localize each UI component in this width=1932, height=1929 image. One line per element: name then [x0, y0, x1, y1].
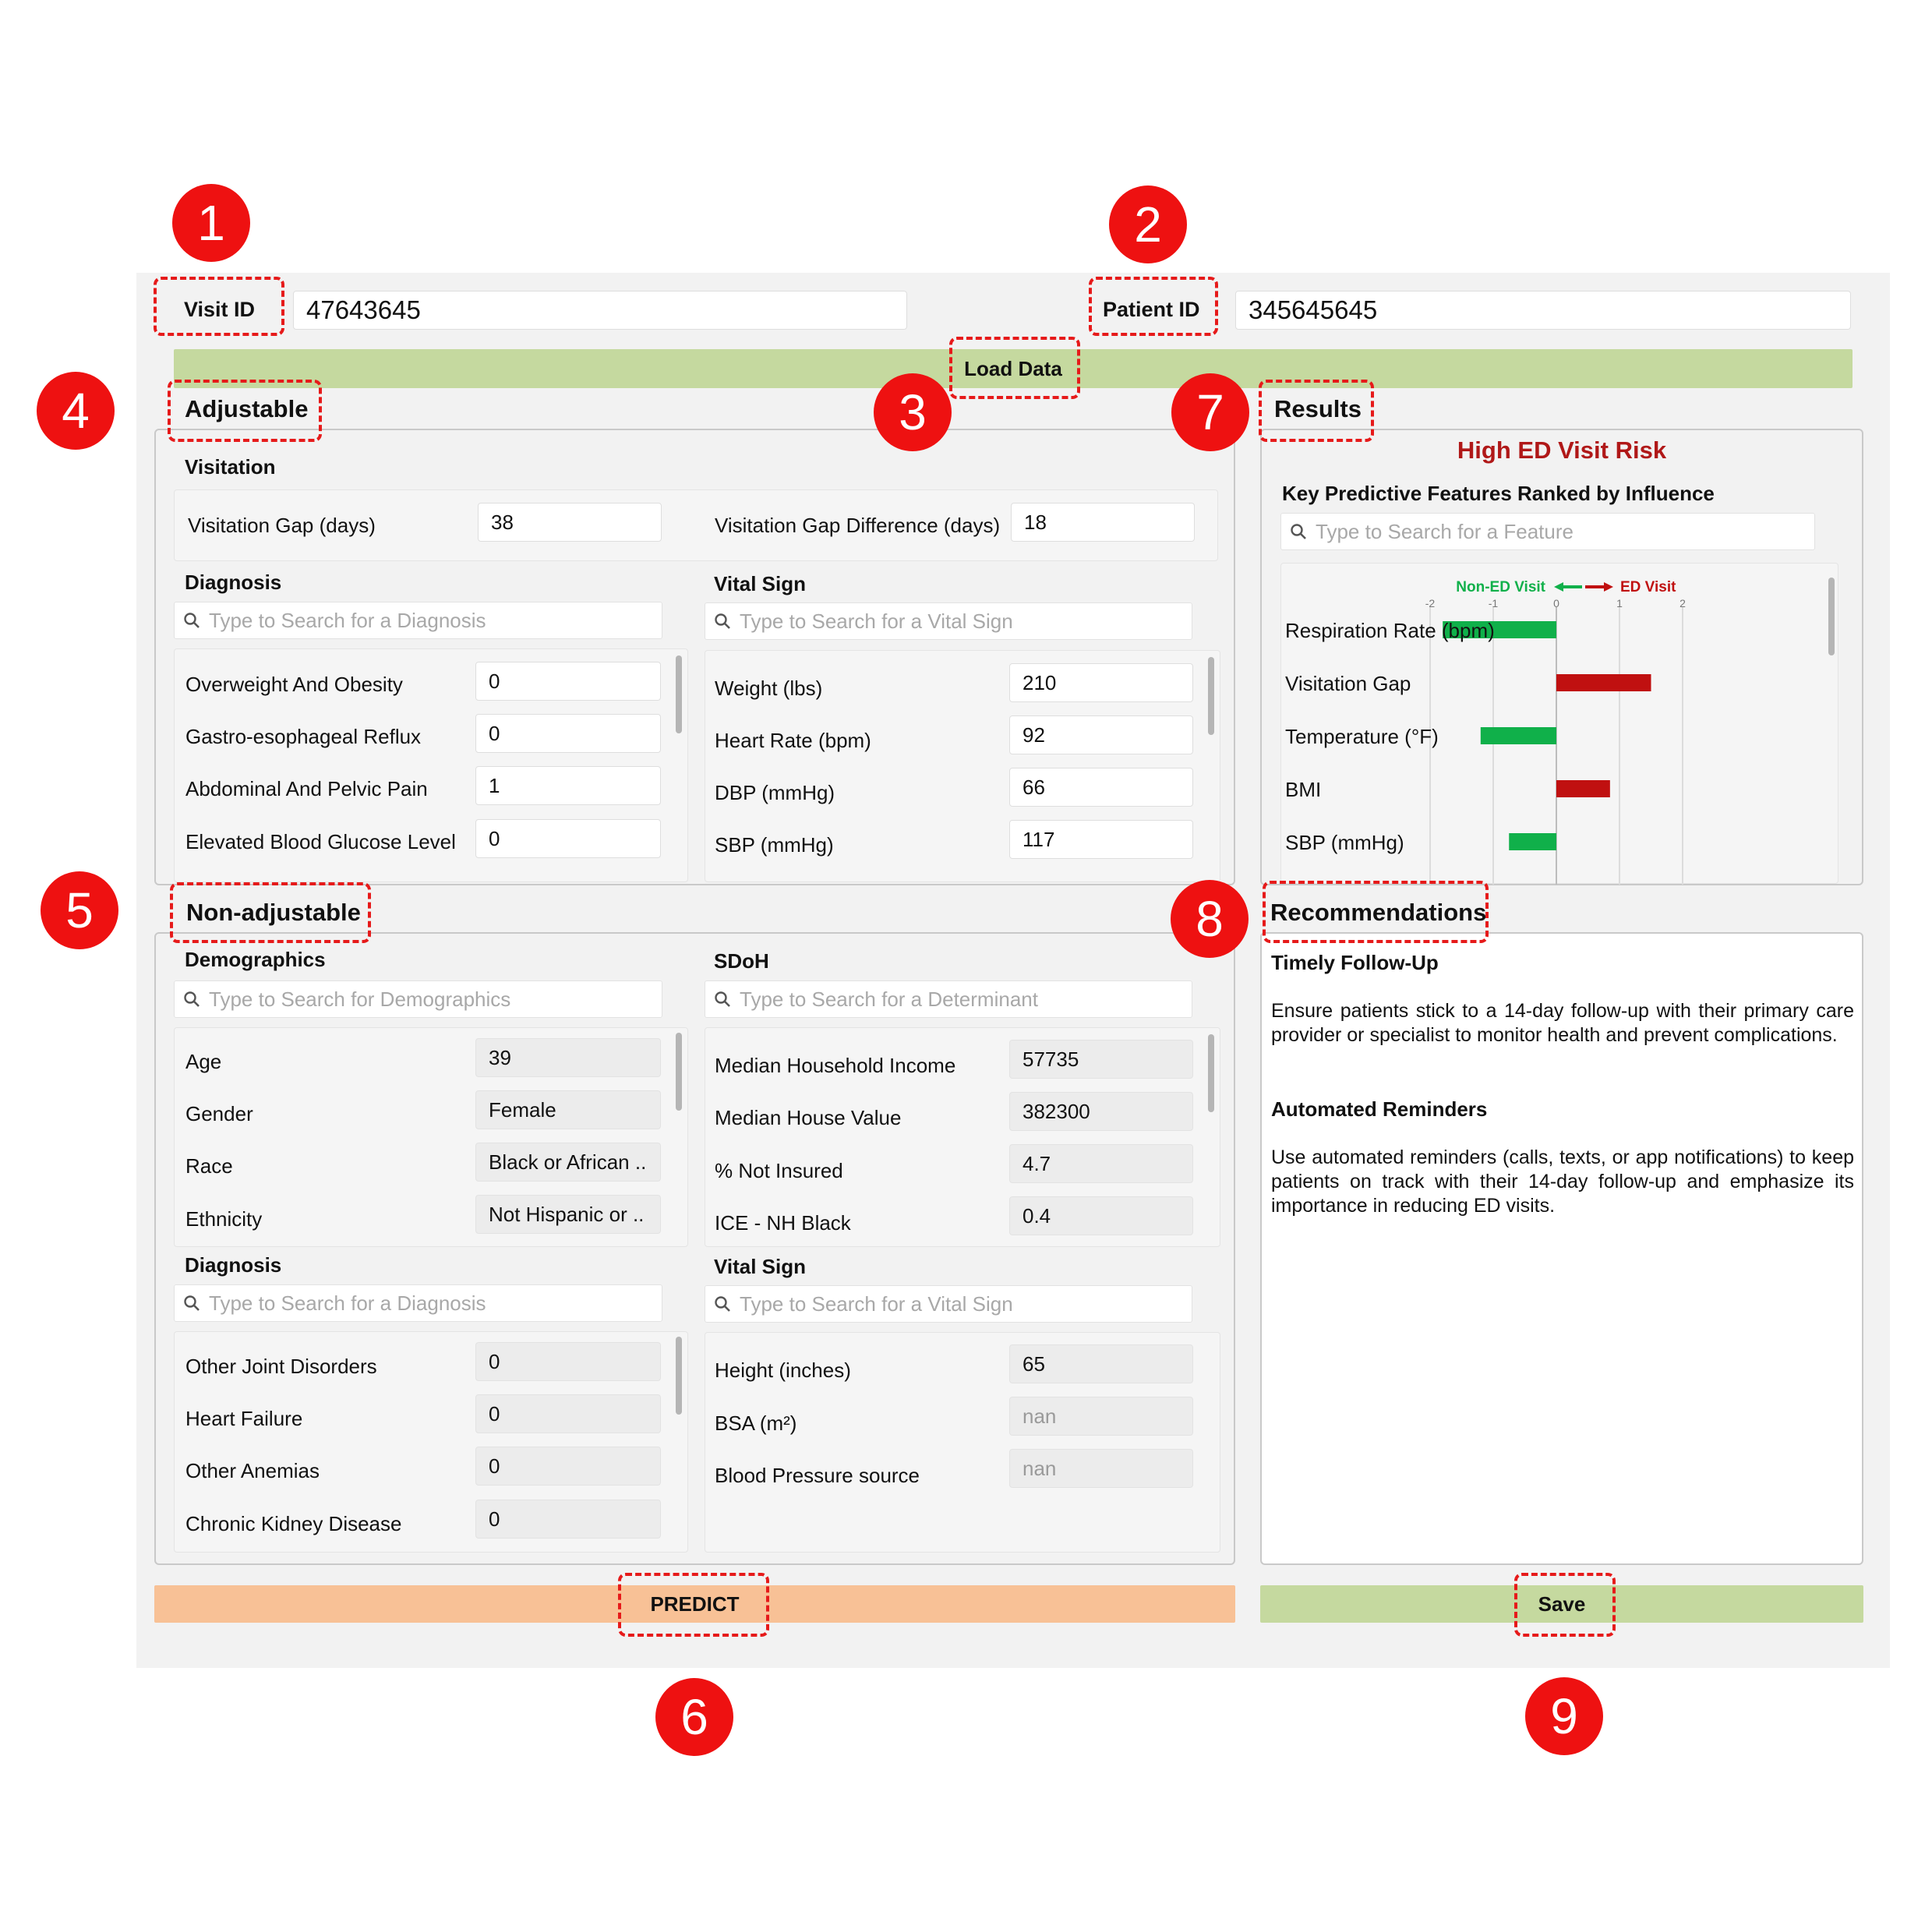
feature-search-input[interactable]	[1316, 520, 1814, 544]
list-item-label: BSA (m²)	[715, 1411, 797, 1435]
features-heading: Key Predictive Features Ranked by Influence	[1282, 482, 1715, 505]
recommendation-title: Timely Follow-Up	[1271, 951, 1439, 974]
list-item-input[interactable]: 92	[1009, 715, 1193, 754]
list-item-value: Black or African ..	[475, 1143, 661, 1182]
list-item-value: 0.4	[1009, 1196, 1193, 1235]
adj-vital-search[interactable]	[705, 602, 1192, 640]
list-item-label: Elevated Blood Glucose Level	[185, 830, 456, 853]
visitation-box	[174, 489, 1218, 561]
demographics-search[interactable]	[174, 980, 662, 1018]
recommendation-title: Automated Reminders	[1271, 1097, 1488, 1121]
results-heading: Results	[1274, 395, 1362, 422]
list-item-label: Height (inches)	[715, 1358, 851, 1382]
search-icon	[705, 1285, 740, 1323]
save-button[interactable]: Save	[1260, 1585, 1863, 1623]
chart-category-label: Visitation Gap	[1285, 672, 1411, 695]
sdoh-list	[705, 1027, 1220, 1247]
list-item-label: Abdominal And Pelvic Pain	[185, 777, 428, 800]
list-item-label: Race	[185, 1154, 233, 1178]
visit-id-label: Visit ID	[184, 298, 256, 321]
x-tick-label: -2	[1425, 597, 1436, 609]
legend-arrow-left-icon	[1554, 582, 1582, 592]
list-item-value: 57735	[1009, 1040, 1193, 1079]
adj-diagnosis-search[interactable]	[174, 602, 662, 639]
list-item-input[interactable]: 66	[1009, 768, 1193, 807]
recommendations-heading: Recommendations	[1270, 899, 1487, 926]
list-item-input[interactable]: 210	[1009, 663, 1193, 702]
chart-bar	[1556, 780, 1610, 797]
visit-id-input[interactable]: 47643645	[293, 291, 907, 330]
nonadj-diagnosis-search-input[interactable]	[209, 1291, 662, 1316]
list-item-value: 0	[475, 1394, 661, 1433]
list-item-value: 382300	[1009, 1092, 1193, 1131]
list-item-label: % Not Insured	[715, 1159, 843, 1182]
list-item-label: Age	[185, 1050, 222, 1073]
sdoh-search-input[interactable]	[740, 987, 1192, 1012]
list-item-label: DBP (mmHg)	[715, 781, 835, 804]
adj-diagnosis-search-input[interactable]	[209, 609, 662, 633]
load-data-button[interactable]: Load Data	[174, 349, 1853, 388]
chart-category-label: SBP (mmHg)	[1285, 831, 1404, 854]
adjustable-heading: Adjustable	[185, 395, 309, 422]
visitation-gap-diff-label: Visitation Gap Difference (days)	[715, 514, 1001, 537]
marker-8: 8	[1171, 880, 1249, 958]
feature-chart-box	[1280, 563, 1838, 884]
list-item-value: 65	[1009, 1344, 1193, 1383]
app-window	[136, 273, 1890, 1668]
nonadj-diagnosis-heading: Diagnosis	[185, 1253, 282, 1277]
scrollbar[interactable]	[1208, 657, 1214, 735]
adj-vital-list	[705, 650, 1220, 882]
list-item-label: Chronic Kidney Disease	[185, 1512, 402, 1535]
list-item-value: 0	[475, 1500, 661, 1539]
scrollbar[interactable]	[1208, 1034, 1214, 1112]
list-item-input[interactable]: 0	[475, 714, 661, 753]
non-adjustable-panel	[154, 932, 1235, 1565]
predict-button[interactable]: PREDICT	[154, 1585, 1235, 1623]
list-item-input[interactable]: 0	[475, 662, 661, 701]
x-tick-label: 0	[1553, 597, 1559, 609]
list-item-label: Overweight And Obesity	[185, 673, 403, 696]
demographics-search-input[interactable]	[209, 987, 662, 1012]
list-item-label: Other Joint Disorders	[185, 1355, 377, 1378]
search-icon	[1281, 513, 1316, 550]
marker-3: 3	[874, 373, 952, 451]
marker-7: 7	[1171, 373, 1249, 451]
marker-9: 9	[1525, 1677, 1603, 1755]
list-item-label: SBP (mmHg)	[715, 833, 834, 857]
sdoh-heading: SDoH	[714, 949, 769, 973]
legend-ed-label: ED Visit	[1620, 579, 1676, 595]
adj-diagnosis-heading: Diagnosis	[185, 571, 282, 594]
search-icon	[175, 980, 209, 1018]
visitation-gap-diff-input[interactable]: 18	[1011, 503, 1195, 542]
scrollbar[interactable]	[676, 1337, 682, 1415]
marker-6: 6	[655, 1678, 733, 1756]
sdoh-search[interactable]	[705, 980, 1192, 1018]
demographics-heading: Demographics	[185, 948, 326, 971]
search-icon	[175, 1284, 209, 1322]
adj-diagnosis-list	[174, 648, 688, 882]
list-item-value: nan	[1009, 1449, 1193, 1488]
list-item-label: ICE - NH Black	[715, 1211, 851, 1235]
recommendation-text: Ensure patients stick to a 14-day follow-up with their primary care provider or specialist to monitor health and prevent complications.	[1271, 1000, 1854, 1046]
adj-vital-search-input[interactable]	[740, 609, 1192, 634]
visitation-gap-input[interactable]: 38	[478, 503, 662, 542]
nonadj-vital-heading: Vital Sign	[714, 1255, 806, 1278]
chart-category-label: Temperature (°F)	[1285, 725, 1439, 748]
non-adjustable-heading: Non-adjustable	[186, 899, 361, 926]
list-item-label: Ethnicity	[185, 1207, 263, 1231]
list-item-label: Heart Failure	[185, 1407, 303, 1430]
list-item-value: 0	[475, 1342, 661, 1381]
list-item-label: Heart Rate (bpm)	[715, 729, 871, 752]
visitation-gap-label: Visitation Gap (days)	[188, 514, 376, 537]
nonadj-diagnosis-search[interactable]	[174, 1284, 662, 1322]
demographics-list	[174, 1027, 688, 1247]
marker-4: 4	[37, 372, 115, 450]
recommendation-text: Use automated reminders (calls, texts, or app notifications) to keep patients on track with their 14-day follow-up and emphasize its importance in reducing ED visits.	[1271, 1146, 1854, 1217]
scrollbar[interactable]	[1828, 578, 1835, 655]
chart-category-label: Respiration Rate (bpm)	[1285, 619, 1495, 642]
adj-vital-heading: Vital Sign	[714, 572, 806, 595]
list-item-value: 4.7	[1009, 1144, 1193, 1183]
x-tick-label: 1	[1616, 597, 1623, 609]
list-item-value: 0	[475, 1447, 661, 1486]
marker-2: 2	[1109, 185, 1187, 263]
list-item-value: Female	[475, 1090, 661, 1129]
nonadj-vital-search[interactable]	[705, 1285, 1192, 1323]
search-icon	[175, 602, 209, 639]
search-icon	[705, 980, 740, 1018]
chart-bar	[1556, 674, 1651, 691]
marker-1: 1	[172, 184, 250, 262]
list-item-value: nan	[1009, 1397, 1193, 1436]
adjustable-panel	[154, 429, 1235, 885]
list-item-label: Median Household Income	[715, 1054, 956, 1077]
list-item-label: Weight (lbs)	[715, 677, 823, 700]
scrollbar[interactable]	[676, 655, 682, 733]
list-item-input[interactable]: 117	[1009, 820, 1193, 859]
chart-bar	[1481, 727, 1556, 744]
list-item-label: Blood Pressure source	[715, 1464, 920, 1487]
list-item-input[interactable]: 1	[475, 766, 661, 805]
list-item-label: Other Anemias	[185, 1459, 320, 1482]
legend-non-ed-label: Non-ED Visit	[1456, 579, 1545, 595]
nonadj-vital-list	[705, 1332, 1220, 1553]
list-item-label: Median House Value	[715, 1106, 902, 1129]
patient-id-label: Patient ID	[1103, 298, 1200, 321]
results-panel	[1260, 429, 1863, 885]
list-item-input[interactable]: 0	[475, 819, 661, 858]
list-item-value: Not Hispanic or ..	[475, 1195, 661, 1234]
scrollbar[interactable]	[676, 1033, 682, 1111]
x-tick-label: 2	[1679, 597, 1686, 609]
list-item-label: Gender	[185, 1102, 253, 1125]
list-item-label: Gastro-esophageal Reflux	[185, 725, 422, 748]
search-icon	[705, 602, 740, 640]
patient-id-input[interactable]: 345645645	[1235, 291, 1851, 330]
nonadj-diagnosis-list	[174, 1331, 688, 1553]
marker-5: 5	[41, 871, 118, 949]
visitation-heading: Visitation	[185, 455, 276, 479]
chart-category-label: BMI	[1285, 778, 1322, 801]
nonadj-vital-search-input[interactable]	[740, 1292, 1192, 1316]
legend-arrow-right-icon	[1585, 582, 1613, 592]
feature-search[interactable]	[1280, 513, 1815, 550]
chart-bar	[1509, 833, 1556, 850]
recommendations-panel	[1260, 932, 1863, 1565]
feature-importance-chart	[1281, 564, 1839, 885]
risk-label: High ED Visit Risk	[1457, 436, 1667, 464]
list-item-value: 39	[475, 1038, 661, 1077]
x-tick-label: -1	[1488, 597, 1499, 609]
